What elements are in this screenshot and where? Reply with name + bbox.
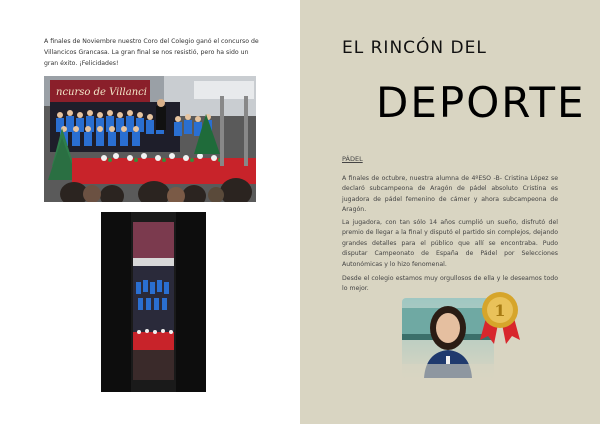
section-title-big: DEPORTE: [376, 78, 586, 127]
article-paragraph-1: A finales de octubre, nuestra alumna de 4ºESO -B- Cristina López se declaró subcampeona de Aragón de pádel absoluto Cristina es jugadora de pádel femenino de cámer y ahora subcampeona de Aragón.: [342, 175, 558, 214]
choir-banner-text: ncurso de Villanci: [56, 87, 147, 98]
sport-label: PÁDEL: [342, 155, 363, 163]
section-title-small: EL RINCÓN DEL: [342, 38, 487, 58]
choir-video-still: [101, 212, 206, 392]
video-still-illustration: [101, 212, 206, 392]
svg-text:1: 1: [494, 301, 506, 320]
right-page: [300, 0, 600, 424]
article-paragraph-2: La jugadora, con tan sólo 14 años cumplió un sueño, disfrutó del premio de llegar a la final y disputó el partido sin complejos, dejando grandes detalles para el público que allí se encontraba. Pudo disputar Campeonato de España de Pádel por Selecciones Autonómicas y lo hizo fenomenal.: [342, 219, 558, 268]
choir-news-text: A finales de Noviembre nuestro Coro del Colegio ganó el concurso de Villancicos Grancasa. La gran final se nos resistió, pero ha sido un gran éxito. ¡Felicidades!: [44, 38, 259, 67]
choir-photo: [44, 76, 256, 202]
choir-photo-illustration: [44, 76, 256, 202]
article-paragraph-3: Desde el colegio estamos muy orgullosos de ella y le deseamos todo lo mejor.: [342, 275, 558, 293]
medal-icon: [478, 290, 522, 344]
